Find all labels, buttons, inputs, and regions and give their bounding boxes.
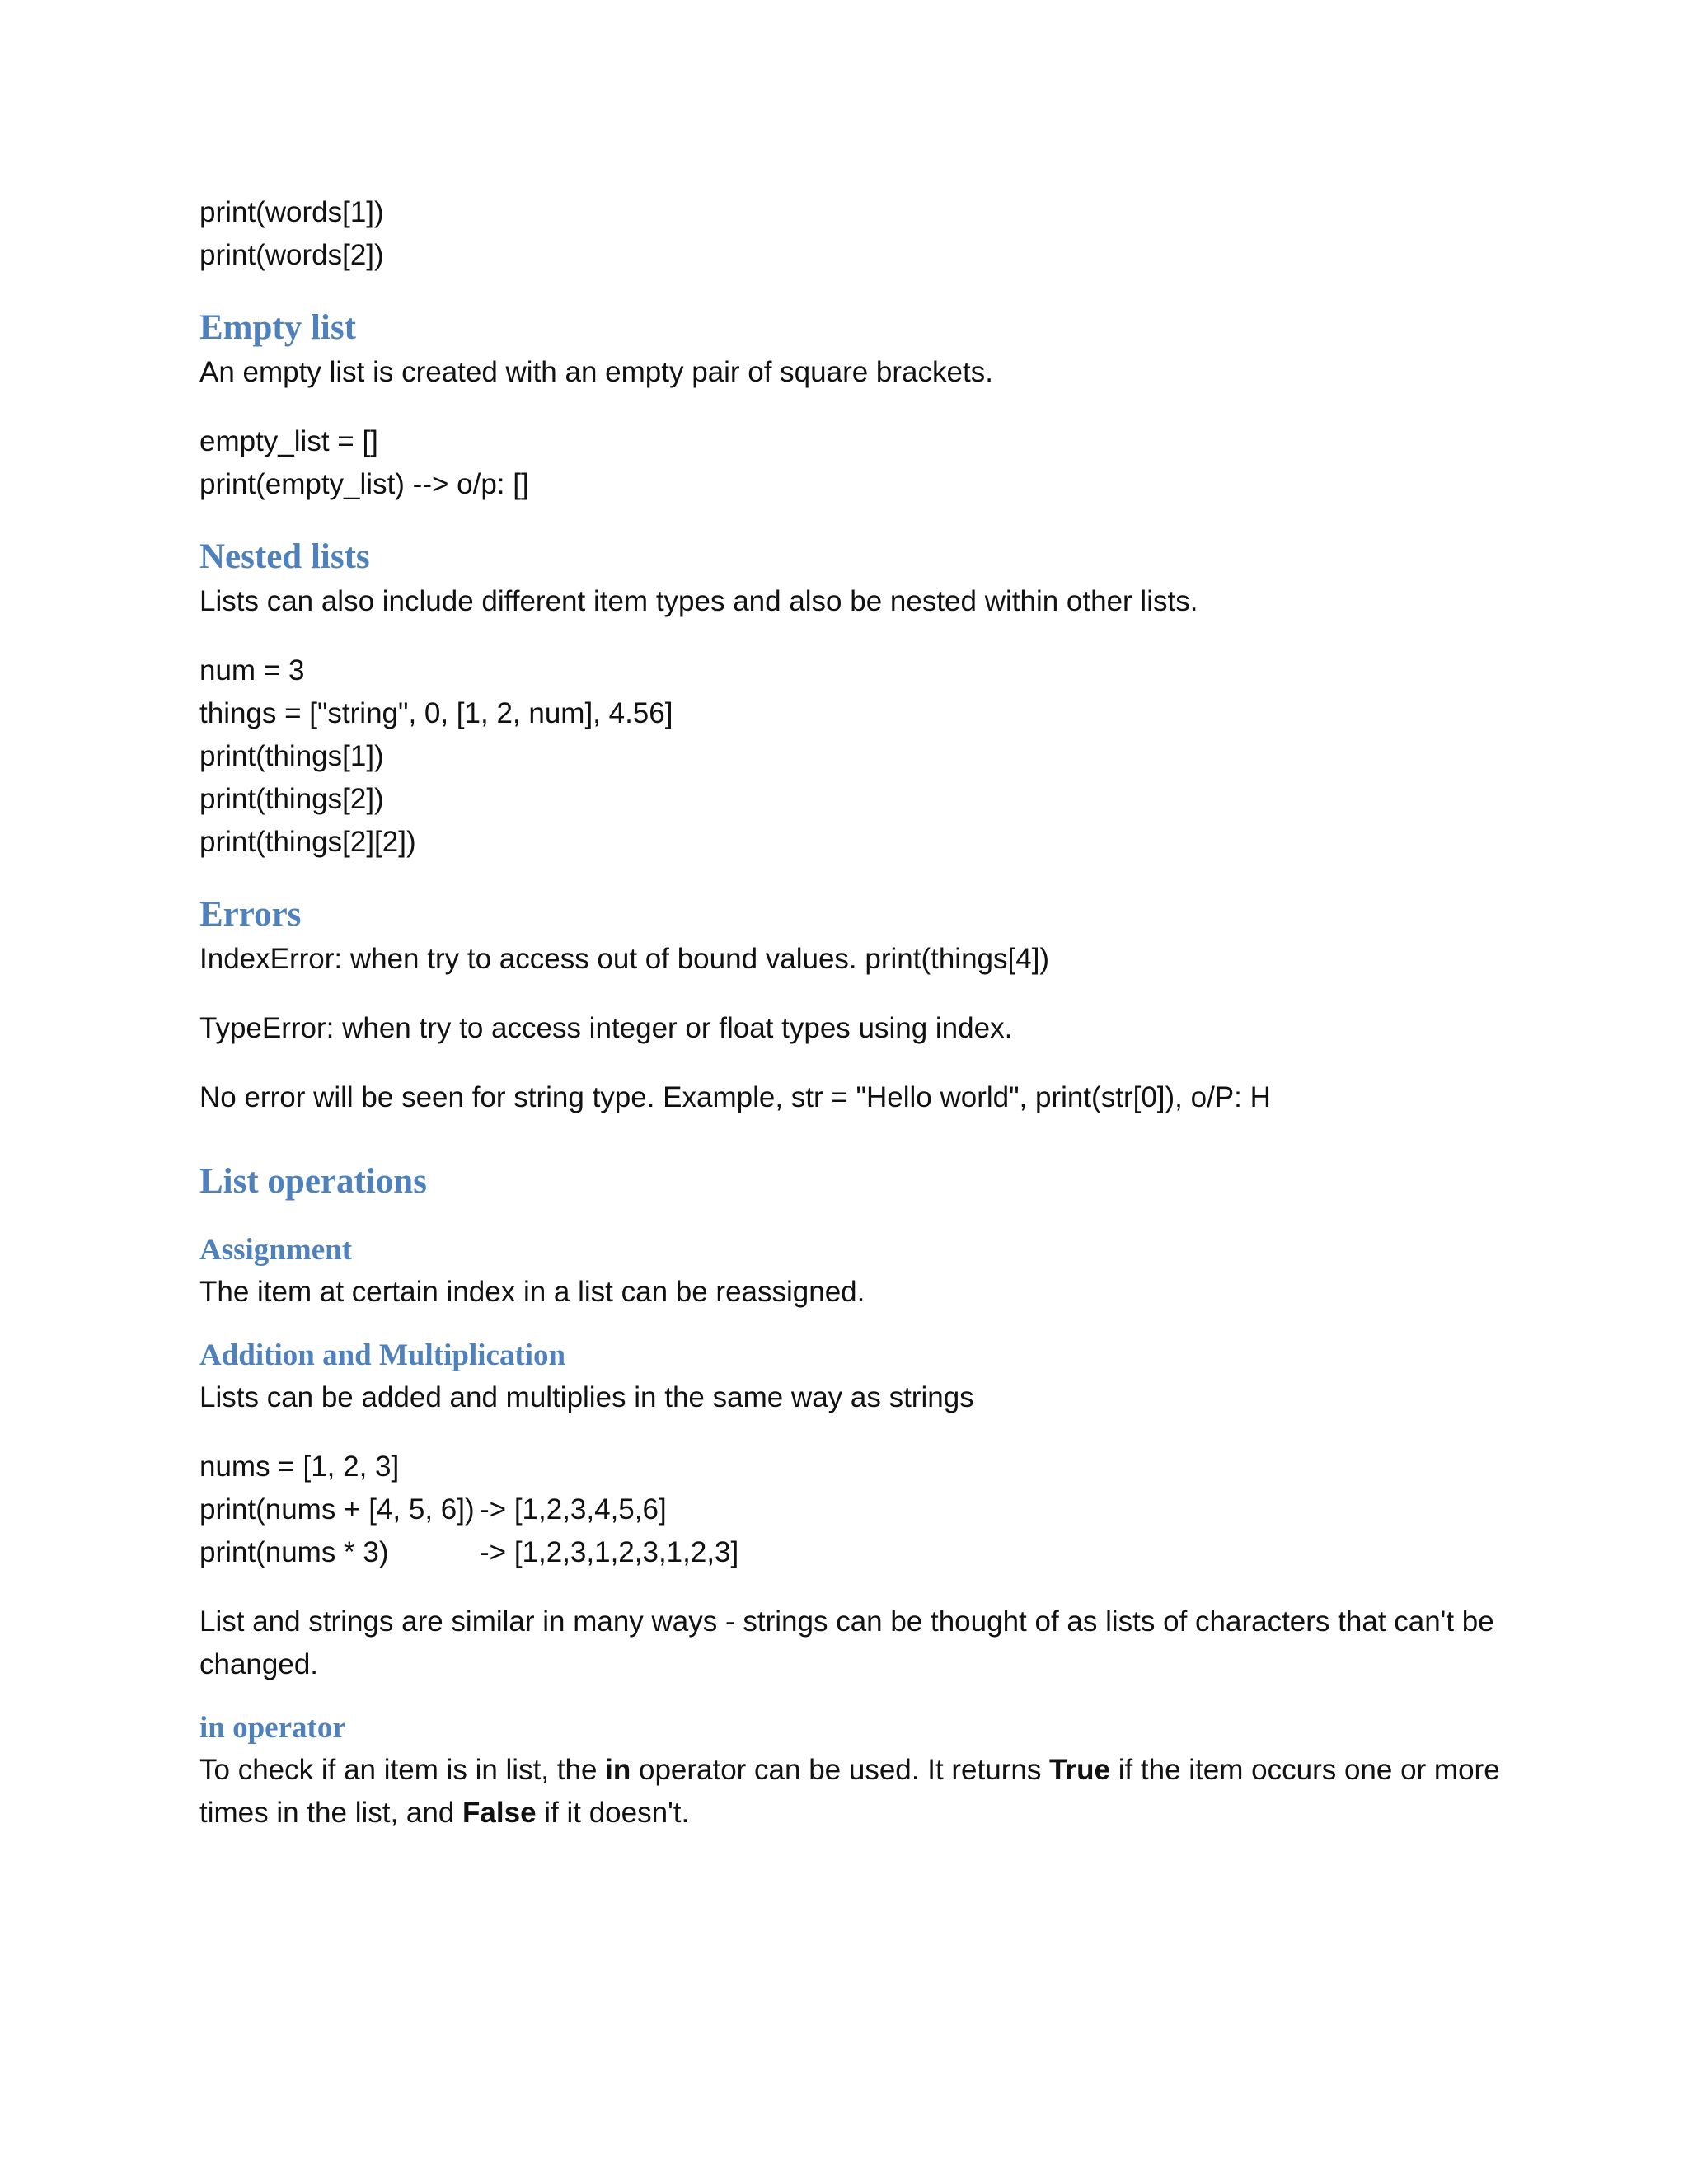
heading-errors: Errors — [199, 895, 302, 934]
heading-empty-list: Empty list — [199, 308, 356, 347]
code-line — [199, 1488, 1688, 1531]
code-line: print(things[2]) — [199, 783, 384, 815]
bold-keyword: False — [462, 1797, 537, 1829]
paragraph: TypeError: when try to access integer or float types using index. — [199, 1012, 1013, 1044]
code-line: print(things[1]) — [199, 740, 384, 772]
paragraph: List and strings are similar in many ways - strings can be thought of as lists of characters that can't be changed. — [199, 1605, 1494, 1680]
bold-keyword: True — [1049, 1754, 1110, 1786]
code-result: -> [1,2,3,1,2,3,1,2,3] — [480, 1536, 739, 1568]
code-line: print(empty_list) --> o/p: [] — [199, 468, 529, 500]
paragraph: The item at certain index in a list can be reassigned. — [199, 1276, 865, 1308]
code-line: empty_list = [] — [199, 425, 378, 457]
subheading-in-operator: in operator — [199, 1711, 346, 1745]
code-line: nums = [1, 2, 3] — [199, 1451, 400, 1483]
code-line: num = 3 — [199, 654, 305, 687]
code-line: print(words[1]) — [199, 196, 384, 228]
paragraph: IndexError: when try to access out of bound values. print(things[4]) — [199, 943, 1050, 975]
paragraph: No error will be seen for string type. Example, str = "Hello world", print(str[0]), o/P: H — [199, 1081, 1271, 1113]
subheading-addition-multiplication: Addition and Multiplication — [199, 1338, 566, 1372]
paragraph: An empty list is created with an empty pair of square brackets. — [199, 356, 993, 388]
code-line — [199, 1531, 1688, 1574]
code-expression: print(nums + [4, 5, 6]) — [199, 1493, 475, 1526]
text-run: operator can be used. It returns — [631, 1754, 1050, 1786]
code-line: print(things[2][2]) — [199, 826, 416, 858]
code-line: print(words[2]) — [199, 239, 384, 271]
text-run: if it doesn't. — [536, 1797, 690, 1829]
text-run: To check if an item is in list, the — [199, 1754, 606, 1786]
code-result: -> [1,2,3,4,5,6] — [480, 1493, 667, 1526]
paragraph: Lists can also include different item types and also be nested within other lists. — [199, 585, 1198, 617]
bold-keyword: in — [605, 1754, 631, 1786]
paragraph — [199, 1749, 1502, 1835]
text-run: if the item occurs one or more times in the list, and — [199, 1754, 1500, 1829]
code-line: things = ["string", 0, [1, 2, num], 4.56] — [199, 697, 673, 729]
heading-nested-lists: Nested lists — [199, 537, 370, 576]
paragraph: Lists can be added and multiplies in the same way as strings — [199, 1381, 974, 1413]
code-expression: print(nums * 3) — [199, 1536, 389, 1568]
subheading-assignment: Assignment — [199, 1233, 353, 1267]
heading-list-operations: List operations — [199, 1162, 427, 1201]
